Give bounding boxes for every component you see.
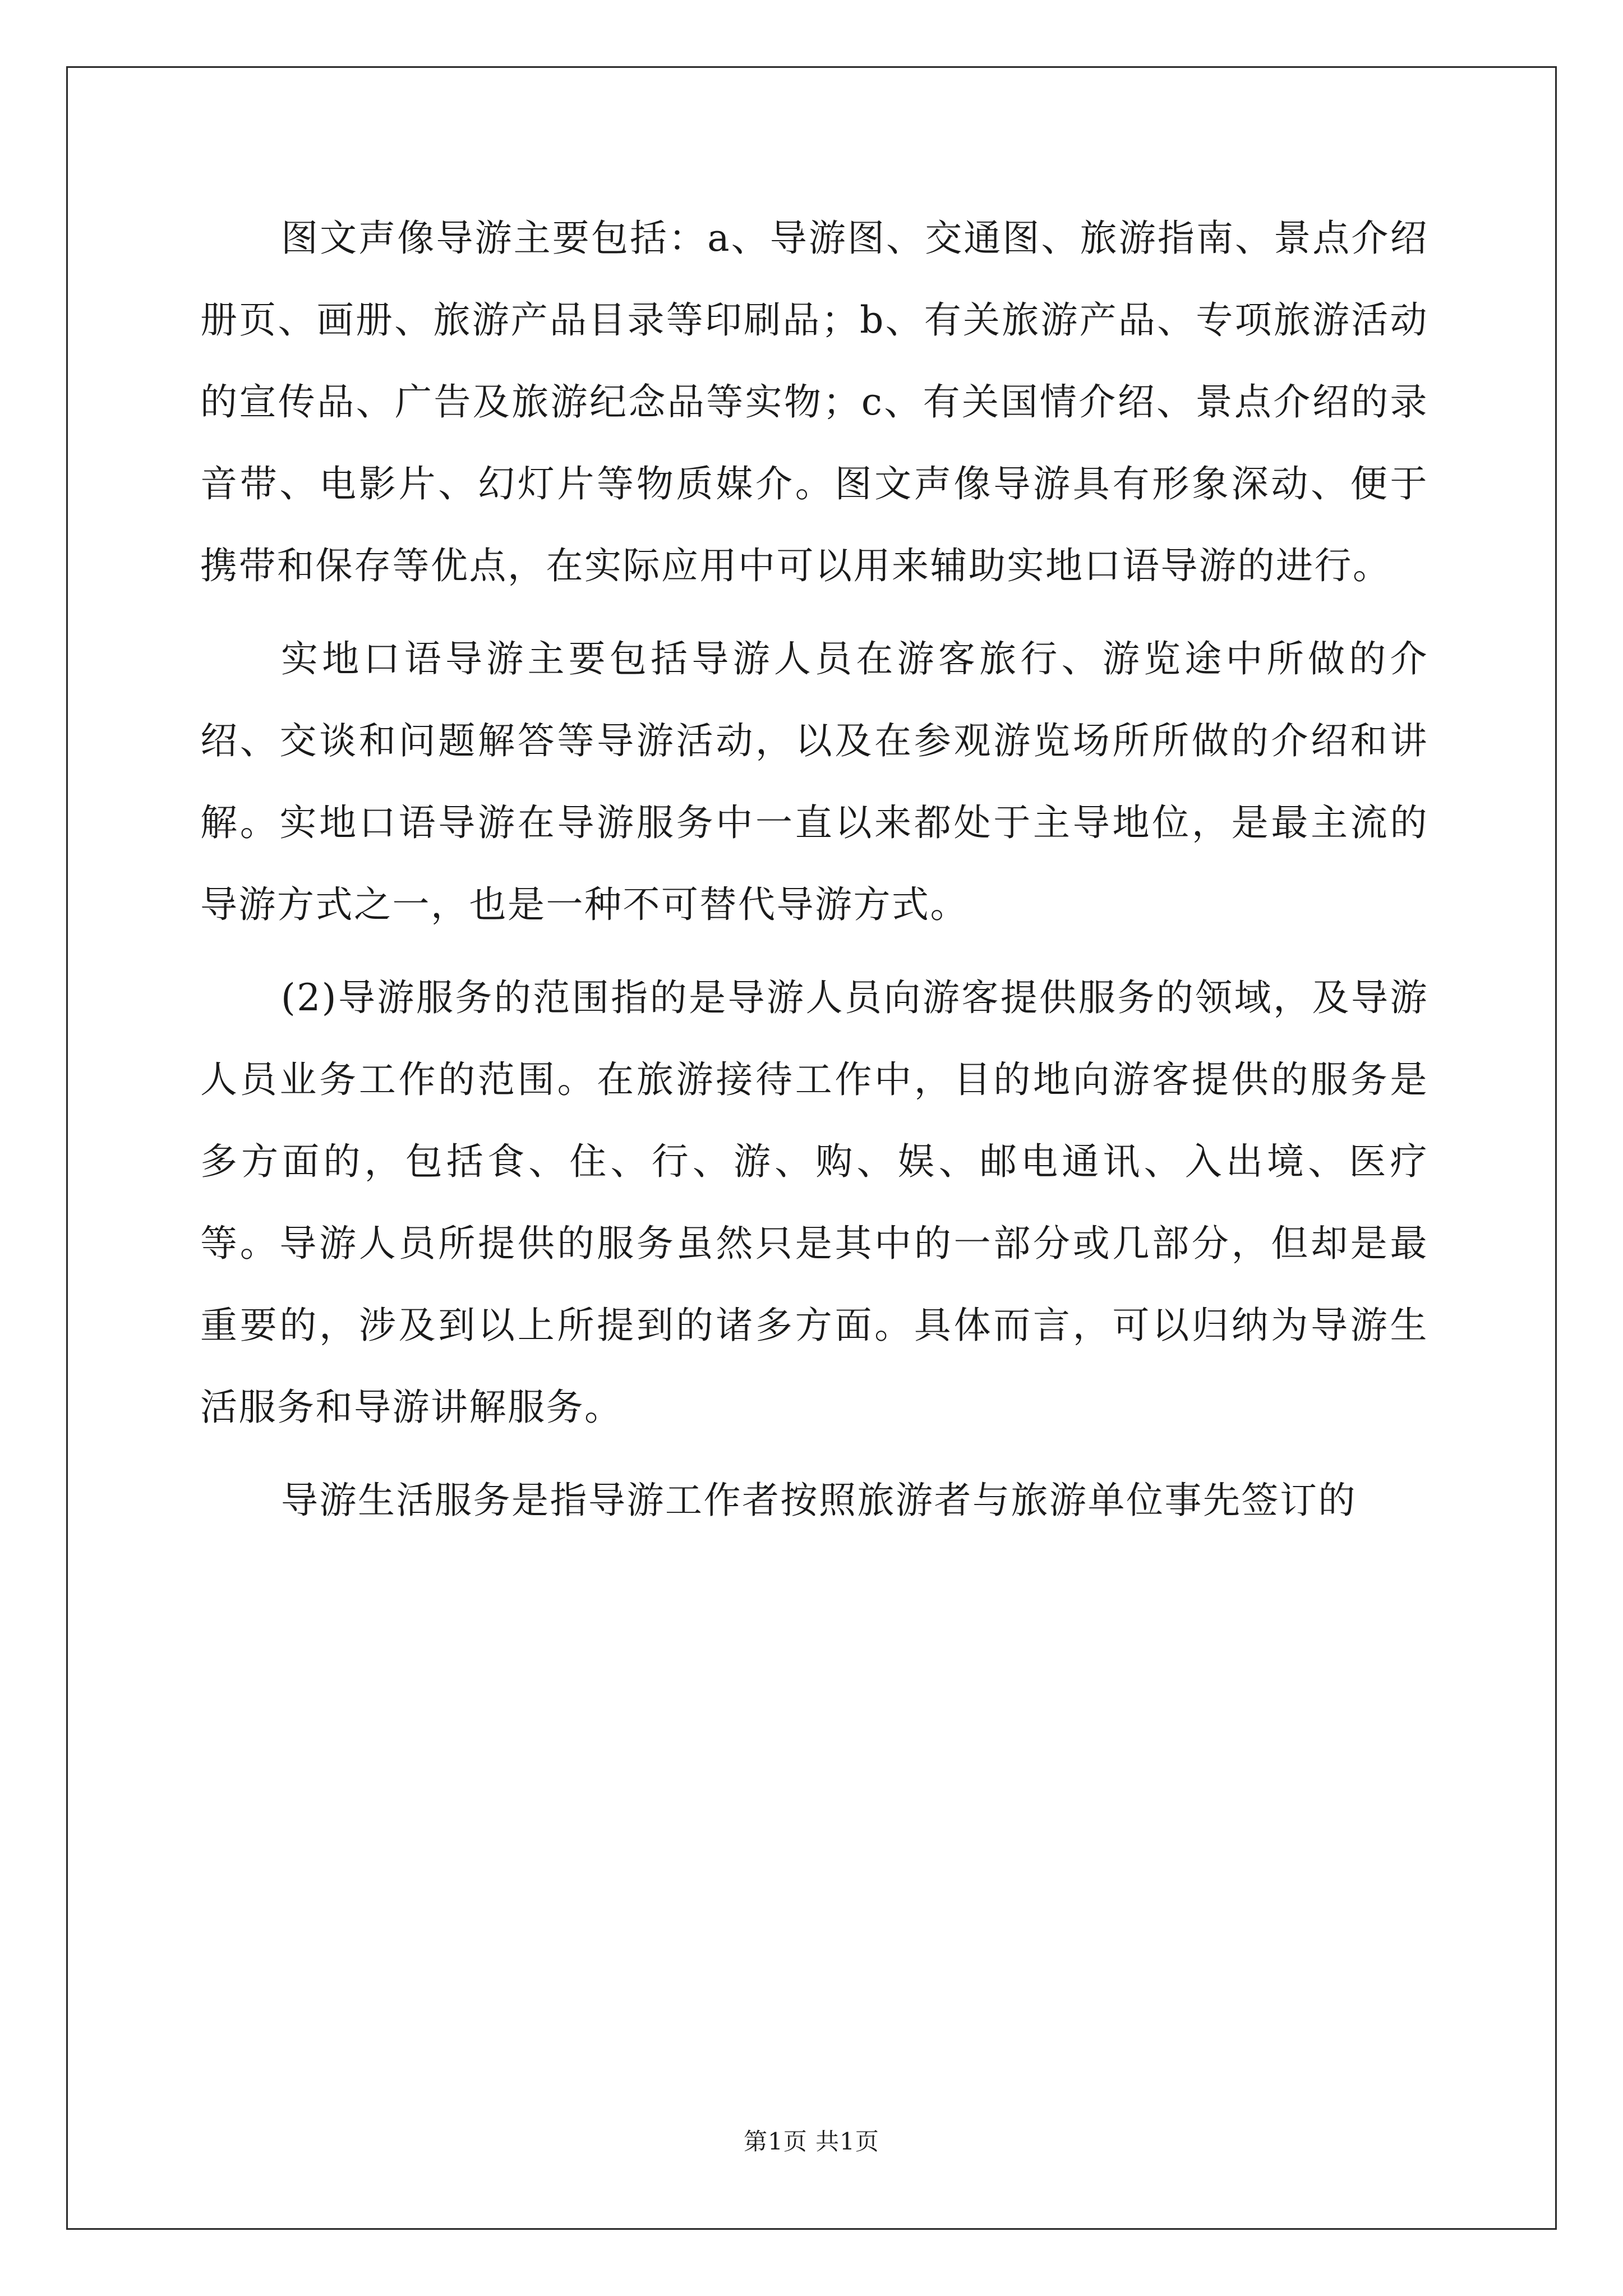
paragraph-2: 实地口语导游主要包括导游人员在游客旅行、游览途中所做的介绍、交谈和问题解答等导游活动，以及在参观游览场所所做的介绍和讲解。实地口语导游在导游服务中一直以来都处于主导地位，是最主流的导游方式之一，也是一种不可替代导游方式。: [200, 637, 1428, 926]
document-body: [200, 197, 1428, 1553]
paragraph-1: 图文声像导游主要包括：a、导游图、交通图、旅游指南、景点介绍册页、画册、旅游产品目录等印刷品；b、有关旅游产品、专项旅游活动的宣传品、广告及旅游纪念品等实物；c、有关国情介绍、景点介绍的录音带、电影片、幻灯片等物质媒介。图文声像导游具有形象深动、便于携带和保存等优点，在实际应用中可以用来辅助实地口语导游的进行。: [200, 217, 1428, 587]
paragraph-4: 导游生活服务是指导游工作者按照旅游者与旅游单位事先签订的: [281, 1479, 1357, 1522]
page-footer: 第1页 共1页: [744, 2128, 879, 2155]
paragraph-3: (2)导游服务的范围指的是导游人员向游客提供服务的领域，及导游人员业务工作的范围。在旅游接待工作中，目的地向游客提供的服务是多方面的，包括食、住、行、游、购、娱、邮电通讯、入出境、医疗等。导游人员所提供的服务虽然只是其中的一部分或几部分，但却是最重要的，涉及到以上所提到的诸多方面。具体而言，可以归纳为导游生活服务和导游讲解服务。: [200, 976, 1428, 1429]
